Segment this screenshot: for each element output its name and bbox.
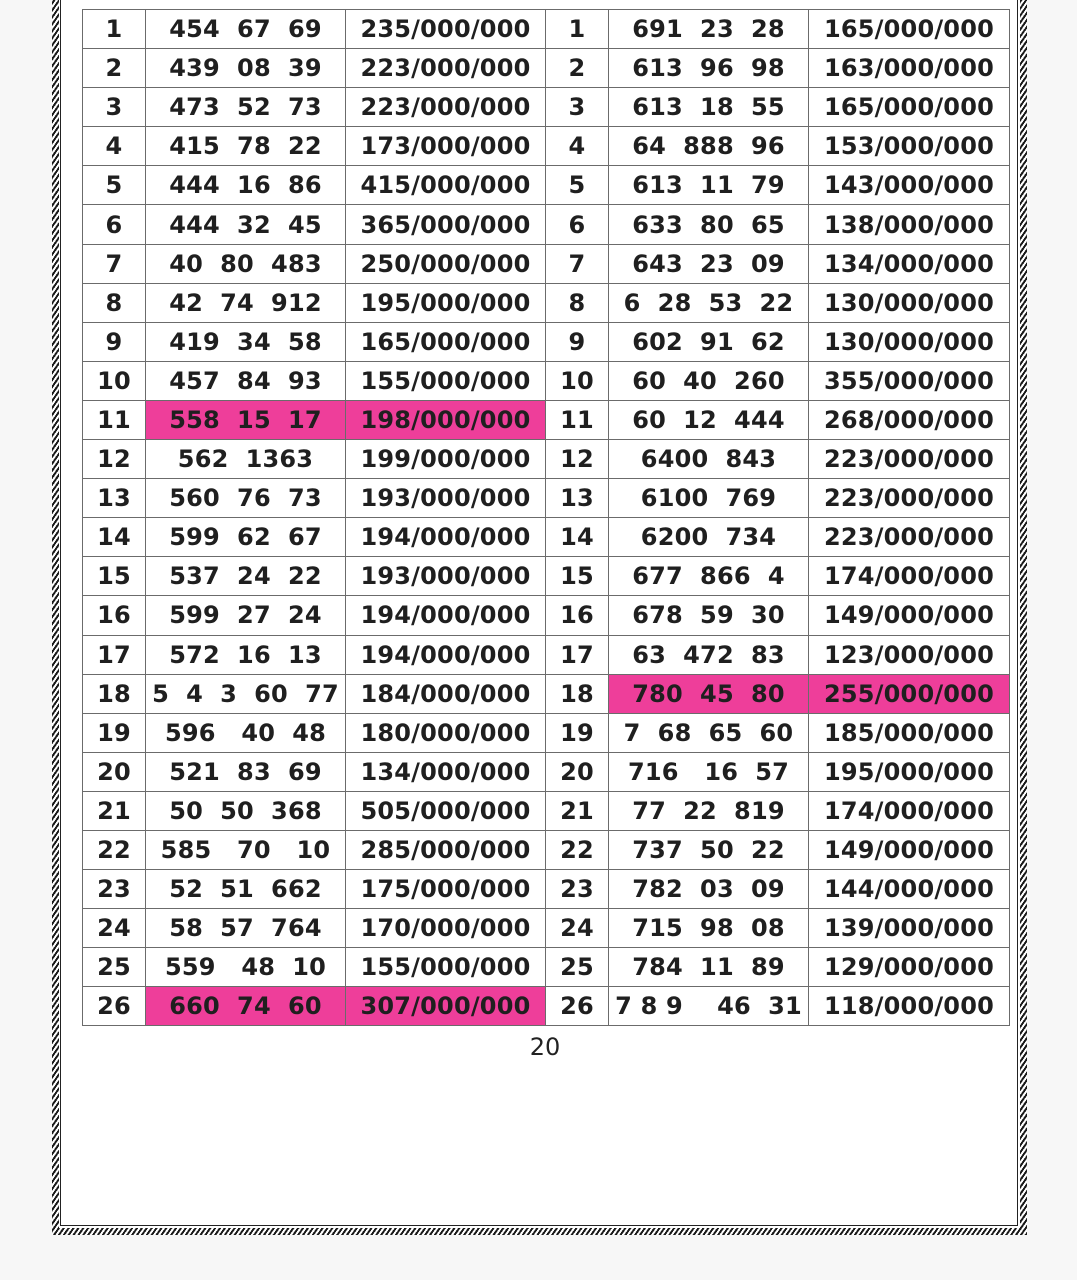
left-number-cell: 444 16 86 (146, 166, 346, 205)
right-number-cell: 613 96 98 (609, 49, 809, 88)
left-index-cell: 15 (83, 557, 146, 596)
right-amount-cell: 118/000/000 (809, 987, 1010, 1026)
right-amount-cell: 139/000/000 (809, 909, 1010, 948)
right-amount-cell: 129/000/000 (809, 948, 1010, 987)
left-amount-cell: 307/000/000 (346, 987, 546, 1026)
left-number-cell: 660 74 60 (146, 987, 346, 1026)
right-number-cell: 633 80 65 (609, 205, 809, 244)
right-index-cell: 9 (546, 322, 609, 361)
right-number-cell: 7 68 65 60 (609, 713, 809, 752)
right-index-cell: 5 (546, 166, 609, 205)
right-amount-cell: 195/000/000 (809, 752, 1010, 791)
right-index-cell: 7 (546, 244, 609, 283)
table-row (83, 49, 1010, 88)
left-number-cell: 558 15 17 (146, 400, 346, 439)
right-amount-cell: 255/000/000 (809, 674, 1010, 713)
left-index-cell: 1 (83, 10, 146, 49)
left-number-cell: 559 48 10 (146, 948, 346, 987)
left-number-cell: 58 57 764 (146, 909, 346, 948)
left-number-cell: 599 62 67 (146, 518, 346, 557)
right-number-cell: 60 40 260 (609, 361, 809, 400)
left-amount-cell: 134/000/000 (346, 752, 546, 791)
right-index-cell: 20 (546, 752, 609, 791)
left-number-cell: 599 27 24 (146, 596, 346, 635)
left-amount-cell: 223/000/000 (346, 49, 546, 88)
right-amount-cell: 130/000/000 (809, 322, 1010, 361)
left-number-cell: 50 50 368 (146, 791, 346, 830)
left-amount-cell: 223/000/000 (346, 88, 546, 127)
right-number-cell: 7 8 9 46 31 (609, 987, 809, 1026)
right-number-cell: 678 59 30 (609, 596, 809, 635)
right-amount-cell: 130/000/000 (809, 283, 1010, 322)
left-index-cell: 14 (83, 518, 146, 557)
left-index-cell: 7 (83, 244, 146, 283)
table-row (83, 909, 1010, 948)
left-index-cell: 2 (83, 49, 146, 88)
right-number-cell: 613 11 79 (609, 166, 809, 205)
left-number-cell: 560 76 73 (146, 479, 346, 518)
table-row (83, 127, 1010, 166)
left-index-cell: 18 (83, 674, 146, 713)
results-table-body (83, 10, 1010, 1026)
table-row (83, 400, 1010, 439)
right-number-cell: 6200 734 (609, 518, 809, 557)
left-amount-cell: 175/000/000 (346, 870, 546, 909)
right-number-cell: 602 91 62 (609, 322, 809, 361)
left-index-cell: 4 (83, 127, 146, 166)
left-index-cell: 8 (83, 283, 146, 322)
left-amount-cell: 199/000/000 (346, 440, 546, 479)
right-number-cell: 64 888 96 (609, 127, 809, 166)
right-index-cell: 11 (546, 400, 609, 439)
right-number-cell: 677 866 4 (609, 557, 809, 596)
right-number-cell: 60 12 444 (609, 400, 809, 439)
left-index-cell: 3 (83, 88, 146, 127)
left-number-cell: 454 67 69 (146, 10, 346, 49)
left-amount-cell: 170/000/000 (346, 909, 546, 948)
right-number-cell: 6 28 53 22 (609, 283, 809, 322)
left-number-cell: 52 51 662 (146, 870, 346, 909)
left-amount-cell: 194/000/000 (346, 596, 546, 635)
page-number: 20 (529, 1033, 561, 1061)
left-index-cell: 5 (83, 166, 146, 205)
right-amount-cell: 123/000/000 (809, 635, 1010, 674)
left-index-cell: 13 (83, 479, 146, 518)
right-amount-cell: 143/000/000 (809, 166, 1010, 205)
right-amount-cell: 223/000/000 (809, 479, 1010, 518)
left-index-cell: 21 (83, 791, 146, 830)
right-number-cell: 784 11 89 (609, 948, 809, 987)
right-number-cell: 6400 843 (609, 440, 809, 479)
left-amount-cell: 194/000/000 (346, 635, 546, 674)
left-index-cell: 24 (83, 909, 146, 948)
left-number-cell: 585 70 10 (146, 830, 346, 869)
right-index-cell: 14 (546, 518, 609, 557)
right-index-cell: 3 (546, 88, 609, 127)
right-number-cell: 716 16 57 (609, 752, 809, 791)
left-amount-cell: 165/000/000 (346, 322, 546, 361)
left-amount-cell: 193/000/000 (346, 479, 546, 518)
left-amount-cell: 173/000/000 (346, 127, 546, 166)
table-row (83, 635, 1010, 674)
right-number-cell: 691 23 28 (609, 10, 809, 49)
table-row (83, 166, 1010, 205)
left-index-cell: 6 (83, 205, 146, 244)
right-amount-cell: 185/000/000 (809, 713, 1010, 752)
right-index-cell: 10 (546, 361, 609, 400)
left-amount-cell: 195/000/000 (346, 283, 546, 322)
right-number-cell: 6100 769 (609, 479, 809, 518)
left-index-cell: 9 (83, 322, 146, 361)
right-number-cell: 77 22 819 (609, 791, 809, 830)
right-index-cell: 4 (546, 127, 609, 166)
left-index-cell: 25 (83, 948, 146, 987)
table-row (83, 713, 1010, 752)
right-index-cell: 2 (546, 49, 609, 88)
left-amount-cell: 155/000/000 (346, 361, 546, 400)
left-amount-cell: 184/000/000 (346, 674, 546, 713)
left-amount-cell: 235/000/000 (346, 10, 546, 49)
left-index-cell: 26 (83, 987, 146, 1026)
table-row (83, 518, 1010, 557)
left-amount-cell: 155/000/000 (346, 948, 546, 987)
right-amount-cell: 149/000/000 (809, 830, 1010, 869)
left-number-cell: 537 24 22 (146, 557, 346, 596)
left-index-cell: 22 (83, 830, 146, 869)
left-number-cell: 596 40 48 (146, 713, 346, 752)
right-index-cell: 15 (546, 557, 609, 596)
table-row (83, 283, 1010, 322)
left-index-cell: 20 (83, 752, 146, 791)
right-index-cell: 13 (546, 479, 609, 518)
left-number-cell: 473 52 73 (146, 88, 346, 127)
table-row (83, 440, 1010, 479)
left-amount-cell: 180/000/000 (346, 713, 546, 752)
right-index-cell: 25 (546, 948, 609, 987)
right-index-cell: 26 (546, 987, 609, 1026)
table-row (83, 361, 1010, 400)
right-index-cell: 1 (546, 10, 609, 49)
right-number-cell: 613 18 55 (609, 88, 809, 127)
right-number-cell: 780 45 80 (609, 674, 809, 713)
left-number-cell: 521 83 69 (146, 752, 346, 791)
table-row (83, 244, 1010, 283)
left-index-cell: 12 (83, 440, 146, 479)
right-number-cell: 737 50 22 (609, 830, 809, 869)
left-number-cell: 415 78 22 (146, 127, 346, 166)
left-index-cell: 17 (83, 635, 146, 674)
right-index-cell: 8 (546, 283, 609, 322)
table-row (83, 479, 1010, 518)
right-amount-cell: 355/000/000 (809, 361, 1010, 400)
left-number-cell: 439 08 39 (146, 49, 346, 88)
results-table (82, 9, 1010, 1026)
left-number-cell: 572 16 13 (146, 635, 346, 674)
right-number-cell: 782 03 09 (609, 870, 809, 909)
right-index-cell: 23 (546, 870, 609, 909)
right-number-cell: 643 23 09 (609, 244, 809, 283)
left-index-cell: 23 (83, 870, 146, 909)
right-index-cell: 12 (546, 440, 609, 479)
left-amount-cell: 250/000/000 (346, 244, 546, 283)
table-row (83, 987, 1010, 1026)
right-amount-cell: 268/000/000 (809, 400, 1010, 439)
left-number-cell: 562 1363 (146, 440, 346, 479)
right-amount-cell: 165/000/000 (809, 10, 1010, 49)
right-amount-cell: 223/000/000 (809, 440, 1010, 479)
table-row (83, 10, 1010, 49)
right-amount-cell: 165/000/000 (809, 88, 1010, 127)
left-index-cell: 16 (83, 596, 146, 635)
left-amount-cell: 365/000/000 (346, 205, 546, 244)
left-amount-cell: 193/000/000 (346, 557, 546, 596)
right-amount-cell: 223/000/000 (809, 518, 1010, 557)
right-amount-cell: 149/000/000 (809, 596, 1010, 635)
right-number-cell: 63 472 83 (609, 635, 809, 674)
table-row (83, 557, 1010, 596)
right-index-cell: 18 (546, 674, 609, 713)
right-amount-cell: 138/000/000 (809, 205, 1010, 244)
right-index-cell: 24 (546, 909, 609, 948)
table-row (83, 870, 1010, 909)
right-amount-cell: 153/000/000 (809, 127, 1010, 166)
right-index-cell: 6 (546, 205, 609, 244)
left-number-cell: 444 32 45 (146, 205, 346, 244)
table-row (83, 752, 1010, 791)
left-number-cell: 42 74 912 (146, 283, 346, 322)
left-index-cell: 19 (83, 713, 146, 752)
left-number-cell: 457 84 93 (146, 361, 346, 400)
right-index-cell: 17 (546, 635, 609, 674)
left-amount-cell: 194/000/000 (346, 518, 546, 557)
right-index-cell: 19 (546, 713, 609, 752)
right-amount-cell: 174/000/000 (809, 791, 1010, 830)
right-amount-cell: 174/000/000 (809, 557, 1010, 596)
table-row (83, 322, 1010, 361)
left-number-cell: 5 4 3 60 77 (146, 674, 346, 713)
table-row (83, 948, 1010, 987)
table-row (83, 791, 1010, 830)
table-row (83, 830, 1010, 869)
left-number-cell: 40 80 483 (146, 244, 346, 283)
table-row (83, 205, 1010, 244)
table-row (83, 88, 1010, 127)
left-number-cell: 419 34 58 (146, 322, 346, 361)
right-amount-cell: 144/000/000 (809, 870, 1010, 909)
table-row (83, 674, 1010, 713)
left-index-cell: 10 (83, 361, 146, 400)
right-index-cell: 21 (546, 791, 609, 830)
table-row (83, 596, 1010, 635)
left-amount-cell: 285/000/000 (346, 830, 546, 869)
left-amount-cell: 415/000/000 (346, 166, 546, 205)
left-index-cell: 11 (83, 400, 146, 439)
right-amount-cell: 163/000/000 (809, 49, 1010, 88)
right-index-cell: 16 (546, 596, 609, 635)
right-amount-cell: 134/000/000 (809, 244, 1010, 283)
left-amount-cell: 505/000/000 (346, 791, 546, 830)
right-index-cell: 22 (546, 830, 609, 869)
left-amount-cell: 198/000/000 (346, 400, 546, 439)
right-number-cell: 715 98 08 (609, 909, 809, 948)
